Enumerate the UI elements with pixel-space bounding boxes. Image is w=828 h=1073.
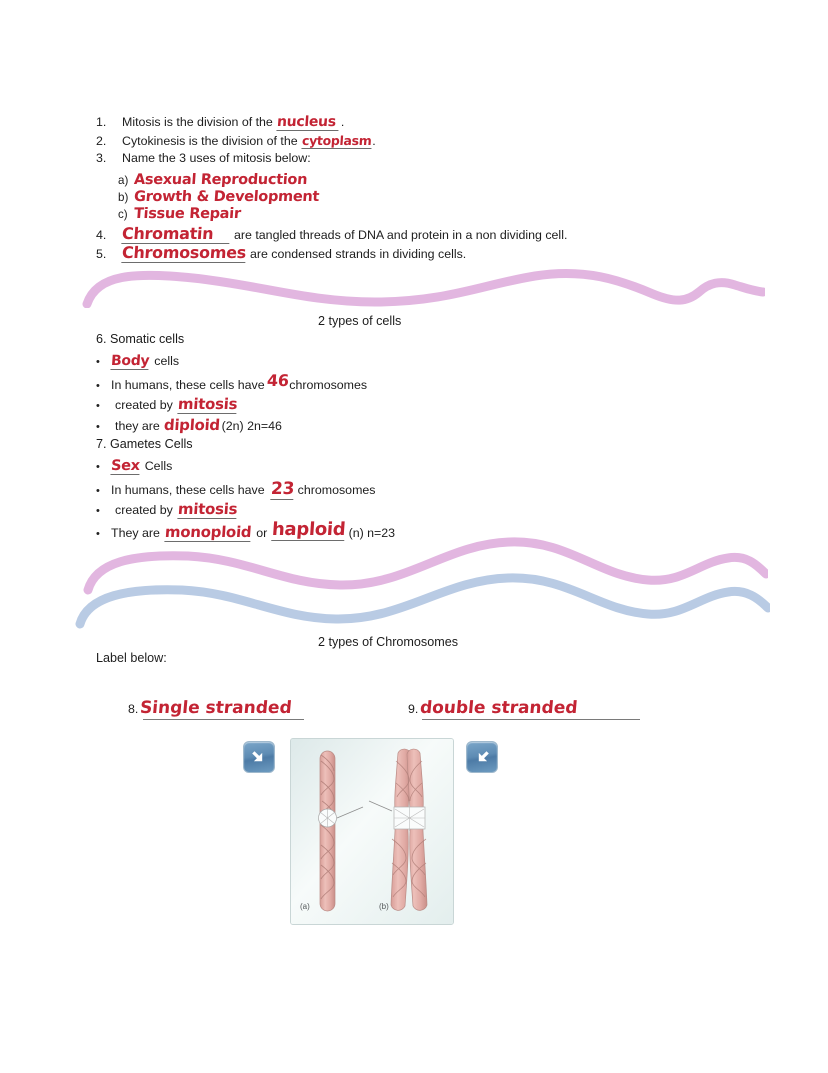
question-punctuation: . (372, 134, 376, 148)
sub-answer-letter: c) (118, 208, 128, 221)
bullet-icon: • (96, 485, 100, 497)
bullet-row (96, 395, 367, 416)
question-text: Cytokinesis is the division of the (122, 134, 298, 148)
answer-line-9 (408, 698, 578, 718)
section-heading-cells: 2 types of cells (318, 314, 402, 328)
answer-number: 8. (128, 702, 139, 716)
answer-blank-2[interactable]: cytoplasm (301, 133, 372, 148)
questions-list-bottom (96, 224, 567, 262)
figure-label-b: (b) (379, 902, 389, 911)
sub-answer-text[interactable]: Growth & Development (133, 189, 320, 205)
sub-answer-row (118, 206, 319, 223)
decorative-wave-pink-top (75, 258, 765, 308)
question-row (96, 133, 376, 152)
question-row (96, 114, 376, 133)
answer-single-stranded[interactable]: Single stranded (139, 698, 293, 718)
sub-answer-row (118, 172, 319, 189)
sub-answers-list (118, 172, 319, 223)
bullet-icon: • (96, 461, 100, 473)
gametes-cells-block (96, 437, 395, 542)
answer-number: 9. (408, 702, 419, 716)
bullet-row (96, 479, 395, 500)
answer-chromosome-count[interactable]: 23 (269, 479, 295, 499)
answer-monoploid[interactable]: monoploid (164, 523, 252, 541)
arrow-down-left-icon (472, 747, 492, 767)
bullet-row (96, 500, 395, 521)
bullet-icon: • (96, 380, 100, 392)
chromosome-figure (290, 738, 454, 925)
chromosome-diagram-svg (291, 739, 453, 924)
answer-double-stranded[interactable]: double stranded (419, 698, 579, 718)
bullet-text: They are (111, 526, 160, 540)
bullet-row (96, 458, 395, 479)
answer-line-8 (128, 698, 292, 718)
centromere-b (394, 805, 425, 831)
question-number: 5. (96, 247, 107, 261)
question-text: Name the 3 uses of mitosis below: (122, 151, 311, 165)
bullet-row (96, 371, 368, 395)
arrow-down-right-icon (249, 747, 269, 767)
answer-chromosome-count[interactable]: 46 (265, 371, 289, 390)
bullet-row (96, 416, 367, 437)
answer-rule-8 (143, 719, 304, 720)
answer-haploid[interactable]: haploid (271, 519, 347, 540)
decorative-wave-pink-bottom (78, 532, 768, 610)
bullet-icon: • (96, 356, 100, 368)
question-number: 2. (96, 134, 107, 148)
question-row (96, 243, 567, 262)
question-number: 4. (96, 228, 107, 242)
bullet-row (96, 521, 395, 542)
answer-ploidy[interactable]: diploid (163, 416, 221, 434)
sub-answer-row (118, 189, 319, 206)
bullet-text: chromosomes (289, 378, 368, 392)
bullet-text-or: or (256, 526, 268, 540)
label-below-text: Label below: (96, 651, 167, 665)
question-text: are tangled threads of DNA and protein in a non dividing cell. (234, 228, 568, 242)
questions-list-top (96, 114, 376, 171)
bullet-text: In humans, these cells have (111, 378, 265, 392)
sub-answer-text[interactable]: Asexual Reproduction (133, 172, 308, 188)
bullet-text: In humans, these cells have (111, 483, 265, 497)
bullet-icon: • (96, 400, 100, 412)
bullet-text: created by (115, 398, 173, 412)
answer-rule-9 (422, 719, 640, 720)
bullet-text: they are (115, 419, 160, 433)
gametes-title: 7. Gametes Cells (96, 437, 193, 451)
bullet-text: cells (154, 354, 180, 368)
answer-blank-5[interactable]: Chromosomes (121, 243, 247, 262)
sub-answer-text[interactable]: Tissue Repair (133, 206, 242, 222)
decorative-wave-blue (70, 562, 770, 640)
question-number: 3. (96, 151, 107, 165)
sub-answer-letter: b) (118, 191, 129, 204)
bullet-text: (n) n=23 (348, 526, 396, 540)
bullet-text: (2n) 2n=46 (221, 419, 282, 433)
bullet-text: chromosomes (297, 483, 376, 497)
somatic-cells-block (96, 332, 367, 437)
bullet-icon: • (96, 421, 100, 433)
bullet-icon: • (96, 505, 100, 517)
somatic-title: 6. Somatic cells (96, 332, 185, 346)
answer-created-by[interactable]: mitosis (177, 395, 238, 413)
answer-created-by[interactable]: mitosis (177, 500, 238, 518)
arrow-down-right-button[interactable] (243, 741, 275, 773)
bullet-text: Cells (144, 459, 173, 473)
bullet-row (96, 353, 367, 374)
figure-label-a: (a) (300, 902, 310, 911)
answer-blank-1[interactable]: nucleus (276, 114, 339, 131)
bullet-icon: • (96, 528, 100, 540)
section-heading-chromosomes: 2 types of Chromosomes (318, 635, 458, 649)
centromere-a (319, 809, 337, 827)
bullet-text: created by (115, 503, 173, 517)
arrow-down-left-button[interactable] (466, 741, 498, 773)
question-text: are condensed strands in dividing cells. (249, 247, 467, 261)
answer-body[interactable]: Body (110, 353, 150, 369)
answer-blank-4[interactable]: Chromatin (121, 224, 230, 244)
question-number: 1. (96, 115, 107, 129)
question-punctuation: . (340, 115, 345, 129)
question-text: Mitosis is the division of the (122, 115, 273, 129)
question-row (96, 152, 376, 171)
sub-answer-letter: a) (118, 174, 129, 187)
question-row (96, 224, 567, 243)
answer-sex[interactable]: Sex (110, 458, 141, 474)
